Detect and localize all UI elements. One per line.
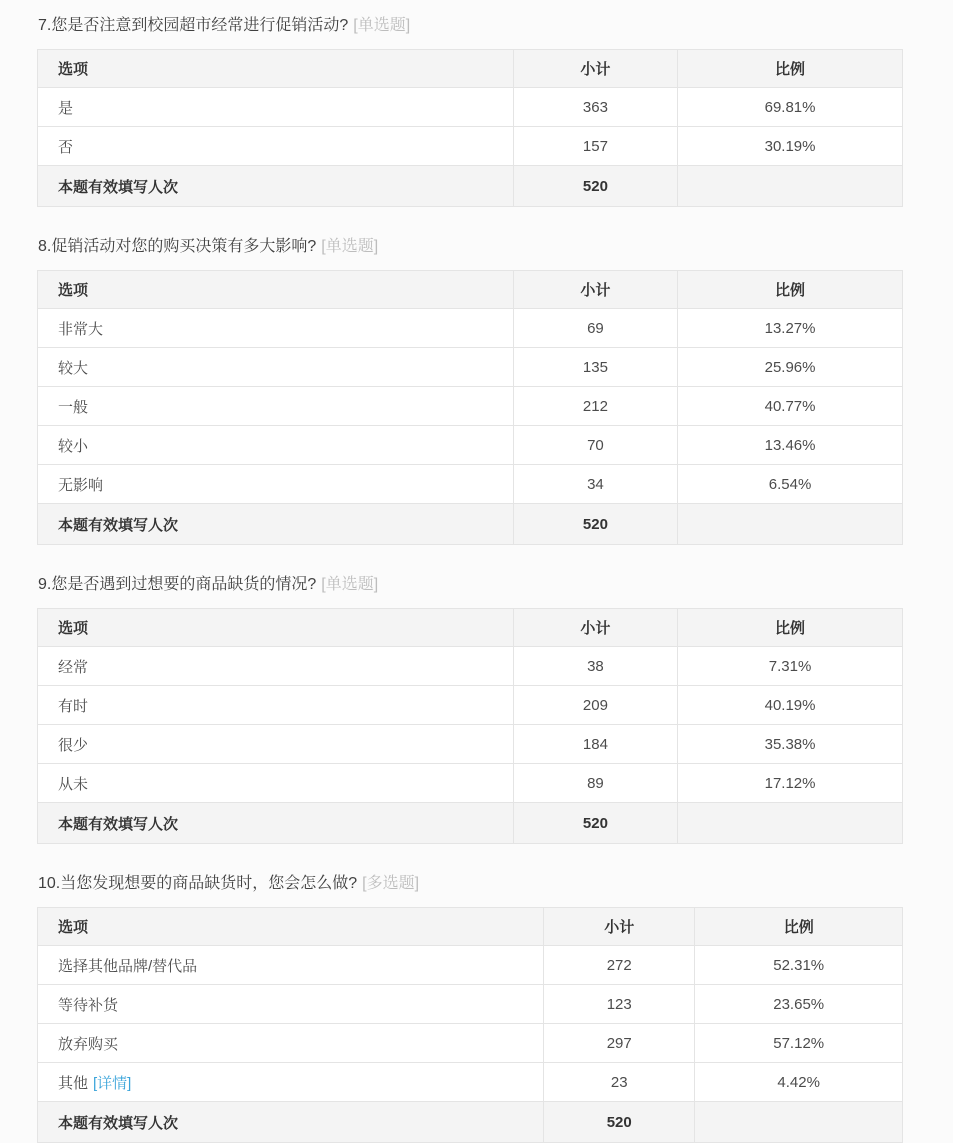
question-title (38, 15, 953, 36)
ratio-value: 17.12% (678, 764, 903, 803)
option-label: 从未 (38, 764, 514, 803)
count-value: 34 (513, 465, 677, 504)
results-table (37, 907, 903, 1143)
ratio-value: 57.12% (695, 1024, 903, 1063)
count-value: 209 (513, 686, 677, 725)
question-type-tag: [多选题] (362, 875, 420, 892)
column-header-count: 小计 (544, 908, 695, 946)
option-label: 一般 (38, 387, 514, 426)
column-header-option: 选项 (38, 908, 544, 946)
count-value: 297 (544, 1024, 695, 1063)
table-footer-row (38, 166, 903, 207)
question-title (38, 574, 953, 595)
question-text: 8.促销活动对您的购买决策有多大影响? (38, 238, 317, 255)
question-title (38, 236, 953, 257)
count-value: 38 (513, 647, 677, 686)
table-header-row (38, 609, 903, 647)
ratio-value: 7.31% (678, 647, 903, 686)
table-row (38, 1063, 903, 1102)
question-text: 9.您是否遇到过想要的商品缺货的情况? (38, 576, 317, 593)
table-header-row (38, 50, 903, 88)
table-footer-row (38, 803, 903, 844)
table-row (38, 348, 903, 387)
table-header-row (38, 271, 903, 309)
footer-total: 520 (513, 504, 677, 545)
count-value: 69 (513, 309, 677, 348)
option-label: 选择其他品牌/替代品 (38, 946, 544, 985)
footer-empty-cell (678, 504, 903, 545)
option-label: 等待补货 (38, 985, 544, 1024)
option-label: 放弃购买 (38, 1024, 544, 1063)
results-table (37, 49, 903, 207)
question-type-tag: [单选题] (321, 238, 379, 255)
column-header-option: 选项 (38, 609, 514, 647)
question-block-7 (37, 15, 953, 207)
table-row (38, 764, 903, 803)
question-type-tag: [单选题] (321, 576, 379, 593)
table-row (38, 1024, 903, 1063)
footer-total: 520 (544, 1102, 695, 1143)
results-table (37, 270, 903, 545)
table-row (38, 465, 903, 504)
ratio-value: 40.19% (678, 686, 903, 725)
count-value: 70 (513, 426, 677, 465)
ratio-value: 52.31% (695, 946, 903, 985)
option-label: 否 (38, 127, 514, 166)
count-value: 89 (513, 764, 677, 803)
count-value: 363 (513, 88, 677, 127)
column-header-ratio: 比例 (678, 609, 903, 647)
option-label: 其他 (58, 1074, 89, 1092)
count-value: 135 (513, 348, 677, 387)
results-table (37, 608, 903, 844)
table-row (38, 647, 903, 686)
details-link[interactable]: [详情] (93, 1074, 132, 1092)
count-value: 212 (513, 387, 677, 426)
column-header-count: 小计 (513, 271, 677, 309)
table-row (38, 946, 903, 985)
ratio-value: 30.19% (678, 127, 903, 166)
table-header-row (38, 908, 903, 946)
count-value: 184 (513, 725, 677, 764)
column-header-count: 小计 (513, 609, 677, 647)
ratio-value: 25.96% (678, 348, 903, 387)
question-type-tag: [单选题] (353, 17, 411, 34)
table-row (38, 387, 903, 426)
option-label: 很少 (38, 725, 514, 764)
option-label: 有时 (38, 686, 514, 725)
question-block-10 (37, 873, 953, 1143)
question-text: 7.您是否注意到校园超市经常进行促销活动? (38, 17, 349, 34)
footer-label: 本题有效填写人次 (38, 803, 514, 844)
column-header-ratio: 比例 (678, 271, 903, 309)
footer-label: 本题有效填写人次 (38, 1102, 544, 1143)
table-row (38, 426, 903, 465)
footer-empty-cell (678, 803, 903, 844)
count-value: 157 (513, 127, 677, 166)
option-label: 较小 (38, 426, 514, 465)
count-value: 123 (544, 985, 695, 1024)
footer-empty-cell (695, 1102, 903, 1143)
option-cell (38, 1063, 544, 1102)
table-row (38, 985, 903, 1024)
table-row (38, 88, 903, 127)
table-footer-row (38, 1102, 903, 1143)
question-block-8 (37, 236, 953, 545)
footer-total: 520 (513, 166, 677, 207)
column-header-count: 小计 (513, 50, 677, 88)
ratio-value: 35.38% (678, 725, 903, 764)
option-label: 经常 (38, 647, 514, 686)
option-label: 是 (38, 88, 514, 127)
column-header-option: 选项 (38, 50, 514, 88)
question-block-9 (37, 574, 953, 844)
footer-label: 本题有效填写人次 (38, 166, 514, 207)
ratio-value: 13.27% (678, 309, 903, 348)
ratio-value: 40.77% (678, 387, 903, 426)
option-label: 非常大 (38, 309, 514, 348)
ratio-value: 4.42% (695, 1063, 903, 1102)
column-header-ratio: 比例 (695, 908, 903, 946)
table-row (38, 686, 903, 725)
table-footer-row (38, 504, 903, 545)
table-row (38, 127, 903, 166)
count-value: 23 (544, 1063, 695, 1102)
ratio-value: 23.65% (695, 985, 903, 1024)
footer-total: 520 (513, 803, 677, 844)
table-row (38, 309, 903, 348)
option-label: 较大 (38, 348, 514, 387)
table-row (38, 725, 903, 764)
footer-empty-cell (678, 166, 903, 207)
column-header-ratio: 比例 (678, 50, 903, 88)
count-value: 272 (544, 946, 695, 985)
question-title (38, 873, 953, 894)
column-header-option: 选项 (38, 271, 514, 309)
option-label: 无影响 (38, 465, 514, 504)
question-text: 10.当您发现想要的商品缺货时，您会怎么做? (38, 875, 358, 892)
footer-label: 本题有效填写人次 (38, 504, 514, 545)
ratio-value: 13.46% (678, 426, 903, 465)
ratio-value: 6.54% (678, 465, 903, 504)
ratio-value: 69.81% (678, 88, 903, 127)
